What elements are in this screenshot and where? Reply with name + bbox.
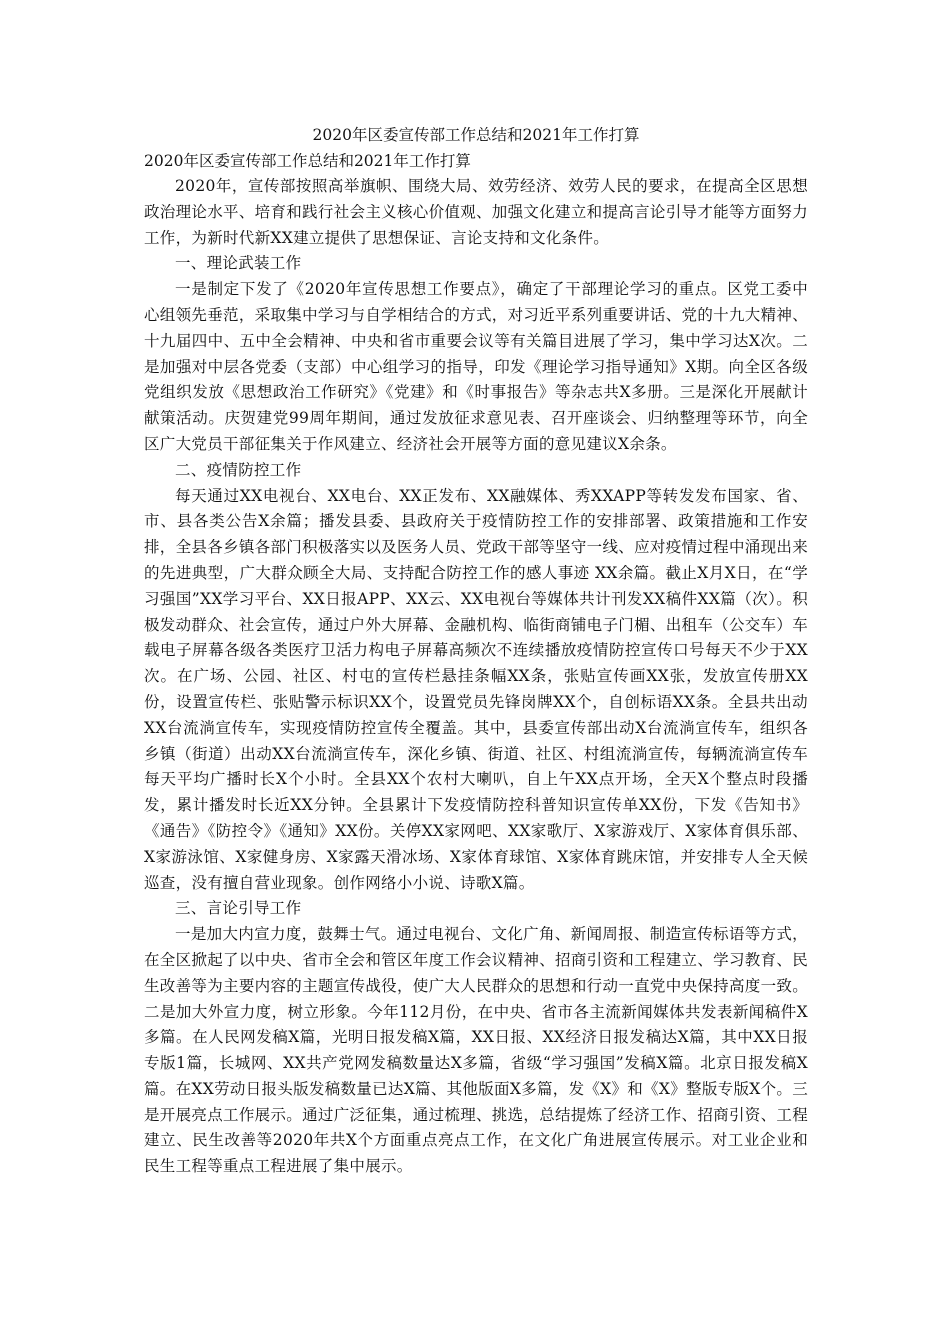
section-body-opinion: 一是加大内宣力度，鼓舞士气。通过电视台、文化广角、新闻周报、制造宣传标语等方式，在全区掀起了以中央、省市全会和管区年度工作会议精神、招商引资和工程建立、学习教育、民生改善等为主要内容的主题宣传战役，使广大人民群众的思想和行动一直党中央保持高度一致。二是加大外宣力度，树立形象。今年112月份，在中央、省市各主流新闻媒体共发表新闻稿件X多篇。在人民网发稿X篇，光明日报发稿X篇，XX日报、XX经济日报发稿达X篇，其中XX日报专版1篇，长城网、XX共产党网发稿数量达X多篇，省级“学习强国”发稿X篇。北京日报发稿X篇。在XX劳动日报头版发稿数量已达X篇、其他版面X多篇，发《X》和《X》整版专版X个。三是开展亮点工作展示。通过广泛征集，通过梳理、挑选，总结提炼了经济工作、招商引资、工程建立、民生改善等2020年共X个方面重点亮点工作，在文化广角进展宣传展示。对工业企业和民生工程等重点工程进展了集中展示。 bbox=[144, 925, 808, 1176]
section-body-theory: 一是制定下发了《2020年宣传思想工作要点》，确定了干部理论学习的重点。区党工委中心组领先垂范，采取集中学习与自学相结合的方式，对习近平系列重要讲话、党的十九大精神、十九届四中、五中全会精神、中央和省市重要会议等有关篇目进展了学习，集中学习达X次。二是加强对中层各党委（支部）中心组学习的指导，印发《理论学习指导通知》X期。向全区各级党组织发放《思想政治工作研究》《党建》和《时事报告》等杂志共X多册。三是深化开展献计献策活动。庆贺建党99周年期间，通过发放征求意见表、召开座谈会、归纳整理等环节，向全区广大党员干部征集关于作风建立、经济社会开展等方面的意见建议X余条。 bbox=[144, 280, 808, 453]
section-heading-opinion: 三、言论引导工作 bbox=[175, 899, 302, 918]
section-body-epidemic: 每天通过XX电视台、XX电台、XX正发布、XX融媒体、秀XXAPP等转发发布国家、省、市、县各类公告X余篇；播发县委、县政府关于疫情防控工作的安排部署、政策措施和工作安排，全县各乡镇各部门积极落实以及医务人员、党政干部等坚守一线、应对疫情过程中涌现出来的先进典型，广大群众顾全大局、支持配合防控工作的感人事迹 XX余篇。截止X月X日，在“学习强国”XX学习平台、XX日报APP、XX云、XX电视台等媒体共计刊发XX稿件XX篇（次）。积极发动群众、社会宣传，通过户外大屏幕、金融机构、临街商铺电子门楣、出租车（公交车）车载电子屏幕各级各类医疗卫活力构电子屏幕高频次不连续播放疫情防控宣传口号每天不少于XX次。在广场、公园、社区、村屯的宣传栏悬挂条幅XX条，张贴宣传画XX张，发放宣传册XX份，设置宣传栏、张贴警示标识XX个，设置党员先锋岗牌XX个，自创标语XX条。全县共出动XX台流淌宣传车，实现疫情防控宣传全覆盖。其中，县委宣传部出动X台流淌宣传车，组织各乡镇（街道）出动XX台流淌宣传车，深化乡镇、街道、社区、村组流淌宣传，每辆流淌宣传车每天平均广播时长X个小时。全县XX个农村大喇叭，自上午XX点开场，全天X个整点时段播发，累计播发时长近XX分钟。全县累计下发疫情防控科普知识宣传单XX份，下发《告知书》《通告》《防控令》《通知》XX份。关停XX家网吧、XX家歌厅、X家游戏厅、X家体育俱乐部、X家游泳馆、X家健身房、X家露天滑冰场、X家体育球馆、X家体育跳床馆，并安排专人全天候巡查，没有擅自营业现象。创作网络小小说、诗歌X篇。 bbox=[144, 486, 808, 892]
intro-paragraph: 2020年，宣传部按照高举旗帜、围绕大局、效劳经济、效劳人民的要求，在提高全区思想政治理论水平、培育和践行社会主义核心价值观、加强文化建立和提高言论引导才能等方面努力工作，为新时代新XX建立提供了思想保证、言论支持和文化条件。 bbox=[144, 177, 808, 247]
section-heading-epidemic: 二、疫情防控工作 bbox=[175, 460, 302, 479]
section-heading-theory: 一、理论武装工作 bbox=[175, 254, 302, 273]
document-subtitle: 2020年区委宣传部工作总结和2021年工作打算 bbox=[144, 152, 471, 170]
document-page bbox=[144, 122, 808, 1180]
document-title: 2020年区委宣传部工作总结和2021年工作打算 bbox=[312, 126, 640, 144]
